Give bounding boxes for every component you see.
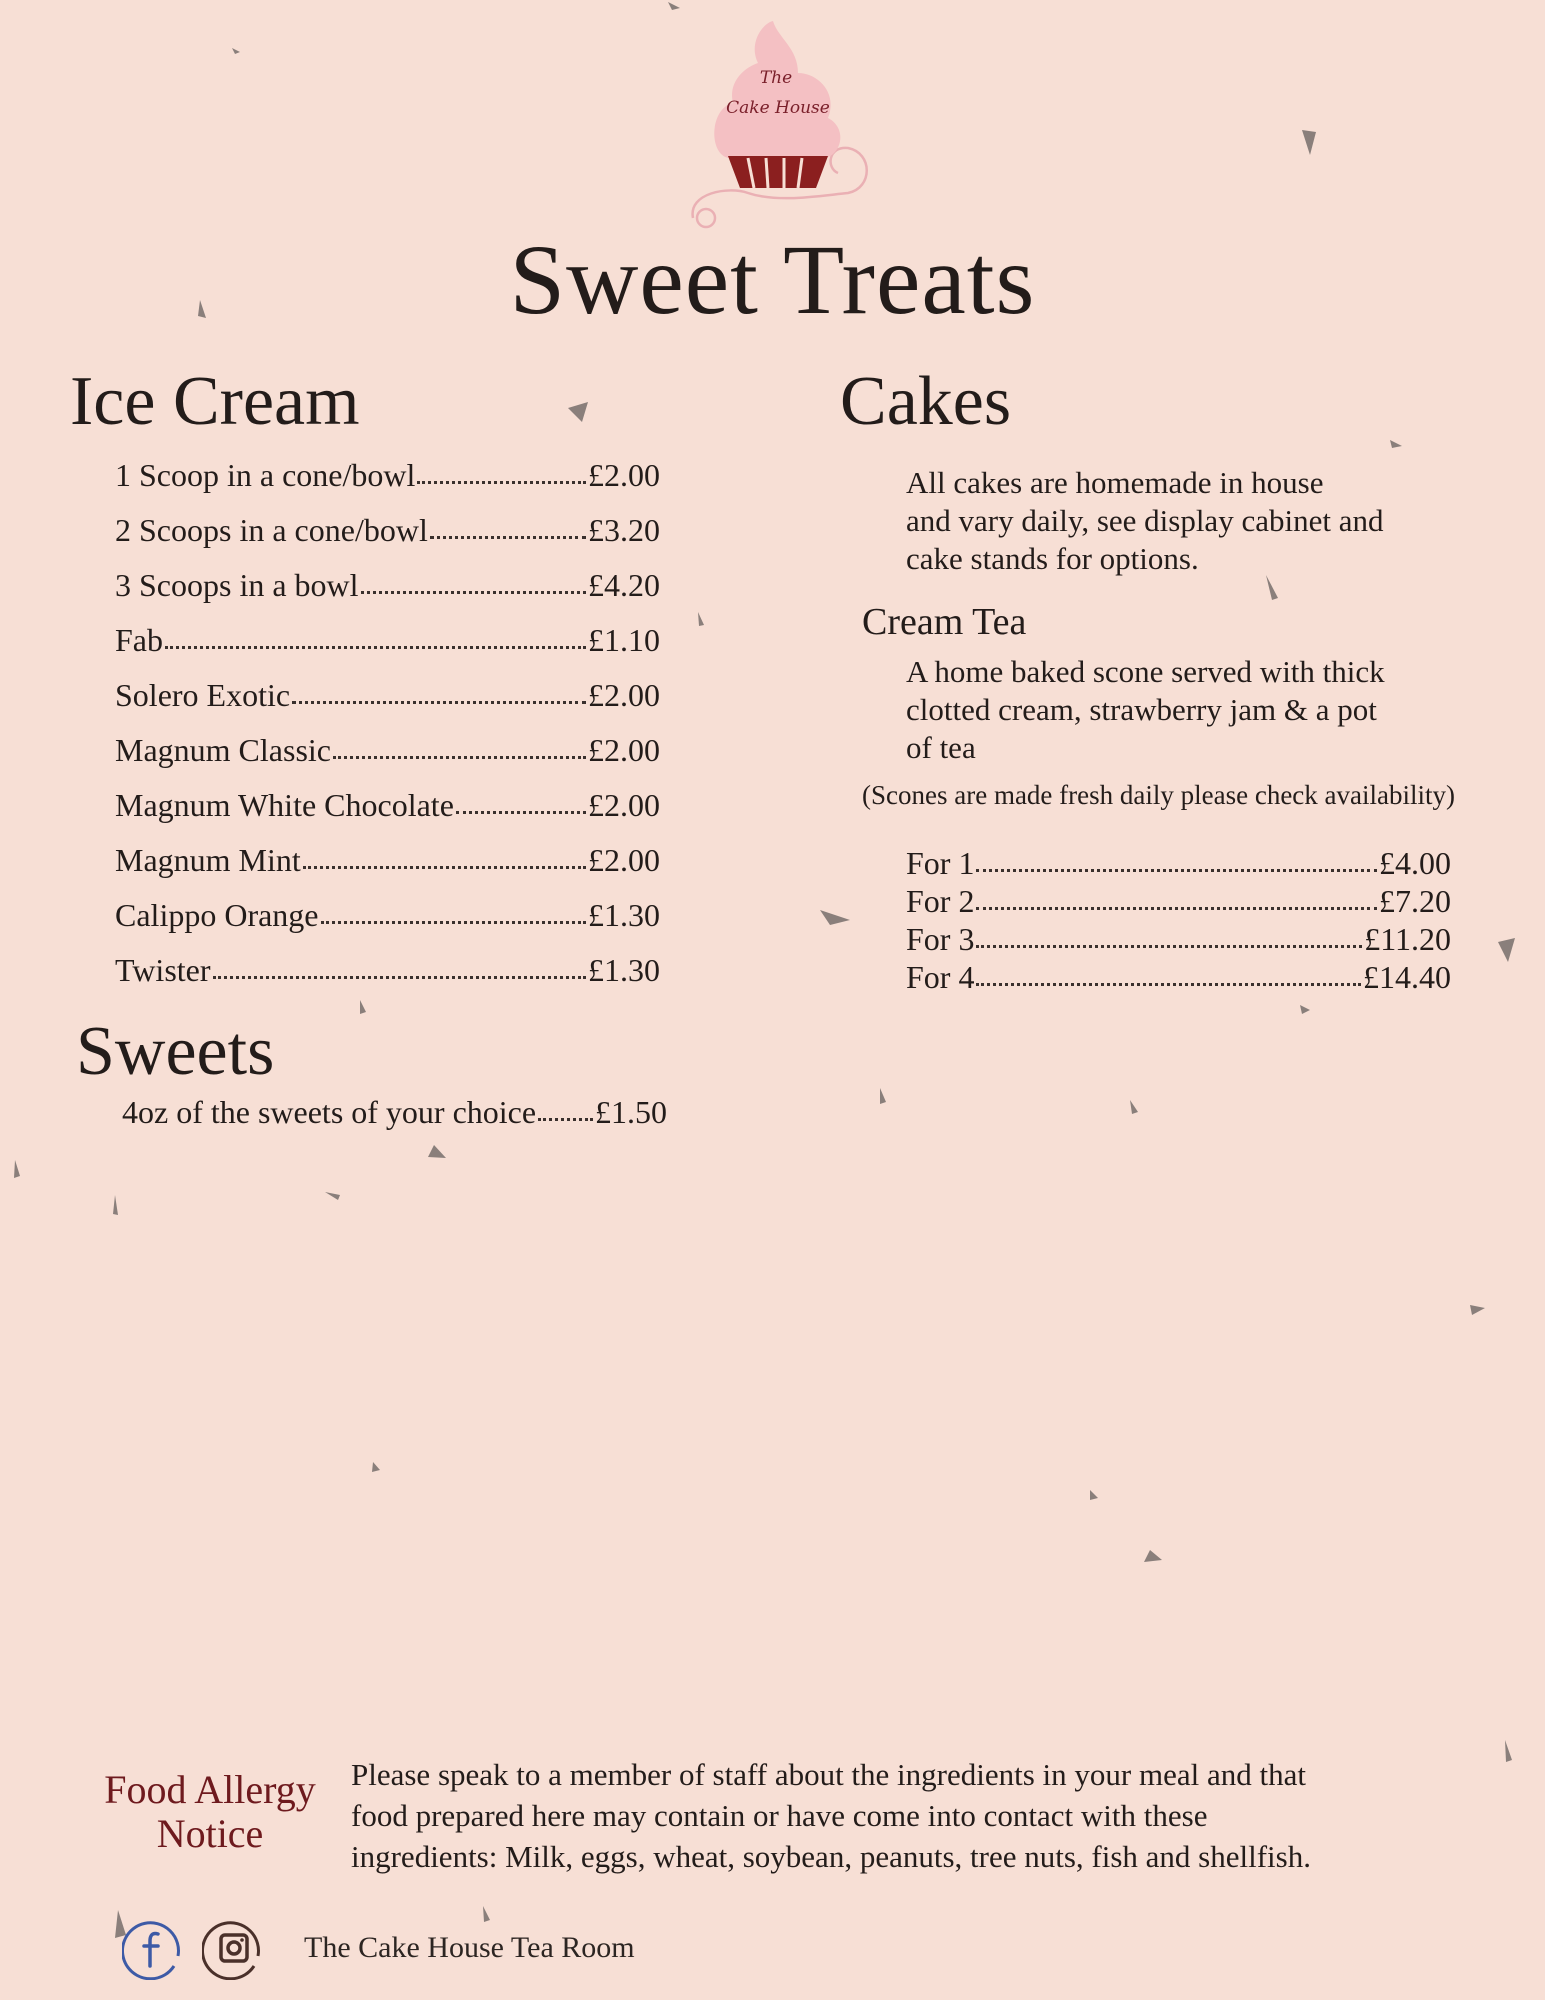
- menu-item: 2 Scoops in a cone/bowl £3.20: [115, 512, 660, 548]
- allergy-notice-text: Please speak to a member of staff about the ingredients in your meal and that food prepared here may contain or have come into contact with these ingredients: Milk, eggs, wheat, soybean, peanuts, tree nuts, fish and shellfish.: [351, 1757, 1311, 1874]
- menu-item: Fab £1.10: [115, 622, 660, 658]
- social-account-name: The Cake House Tea Room: [304, 1931, 635, 1964]
- facebook-icon[interactable]: [122, 1916, 186, 1980]
- menu-item: Twister £1.30: [115, 952, 660, 988]
- cream-tea-prices: [906, 845, 1451, 997]
- page-title: Sweet Treats: [509, 224, 1036, 335]
- instagram-icon[interactable]: [202, 1916, 266, 1980]
- menu-item: 3 Scoops in a bowl £4.20: [115, 567, 660, 603]
- allergy-notice-title: Food Allergy Notice: [104, 1767, 316, 1856]
- scones-note: (Scones are made fresh daily please check availability): [862, 780, 1455, 810]
- cakes-heading: Cakes: [840, 363, 1012, 440]
- menu-item: Magnum White Chocolate £2.00: [115, 787, 660, 823]
- ice-cream-heading: Ice Cream: [70, 363, 360, 440]
- ice-cream-list: [115, 457, 660, 1007]
- menu-item: Magnum Mint £2.00: [115, 842, 660, 878]
- svg-text:Cake House: Cake House: [726, 98, 830, 118]
- cupcake-icon: [688, 18, 870, 238]
- menu-item: Solero Exotic £2.00: [115, 677, 660, 713]
- cake-house-logo: [688, 18, 870, 238]
- cream-tea-description: A home baked scone served with thick clotted cream, strawberry jam & a pot of tea: [906, 654, 1385, 765]
- sweets-list: [122, 1094, 667, 1149]
- menu-item: 1 Scoop in a cone/bowl £2.00: [115, 457, 660, 493]
- sweets-heading: Sweets: [76, 1013, 275, 1090]
- price-row: For 3 £11.20: [906, 921, 1451, 957]
- menu-item: 4oz of the sweets of your choice £1.50: [122, 1094, 667, 1130]
- social-footer: [122, 1916, 635, 1980]
- cream-tea-heading: Cream Tea: [862, 601, 1027, 643]
- svg-text:The: The: [759, 68, 793, 88]
- cakes-description: All cakes are homemade in house and vary daily, see display cabinet and cake stands for options.: [906, 465, 1384, 576]
- menu-item: Calippo Orange £1.30: [115, 897, 660, 933]
- price-row: For 2 £7.20: [906, 883, 1451, 919]
- price-row: For 4 £14.40: [906, 959, 1451, 995]
- price-row: For 1 £4.00: [906, 845, 1451, 881]
- menu-item: Magnum Classic £2.00: [115, 732, 660, 768]
